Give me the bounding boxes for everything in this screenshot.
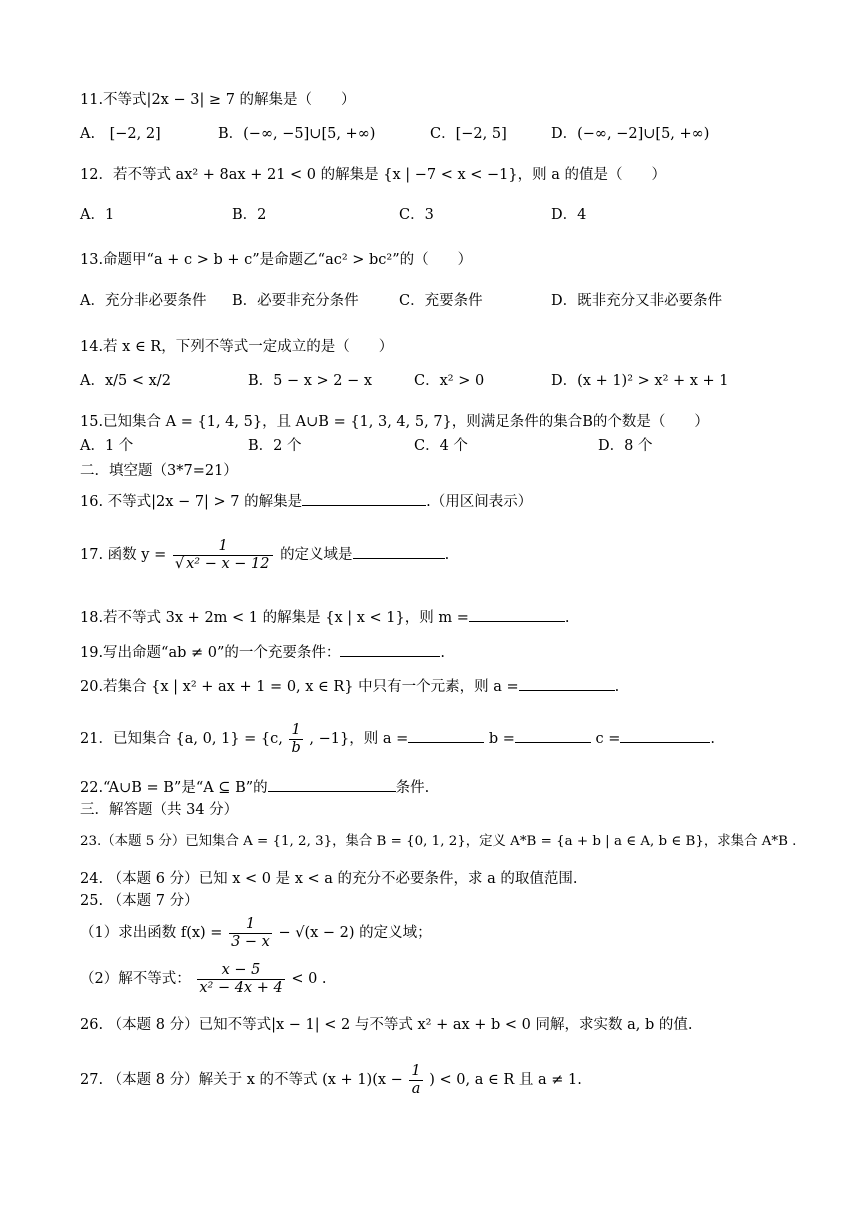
q21-end: . <box>710 731 715 747</box>
q21-fraction <box>289 722 302 757</box>
q13-option-d: D．既非充分又非必要条件 <box>551 293 723 309</box>
q11-option-a: A. [−2, 2] <box>80 126 161 142</box>
q18-answer-blank[interactable] <box>469 606 565 622</box>
q13-option-c: C．充要条件 <box>399 293 483 309</box>
q27-prefix: 27. （本题 8 分）解关于 x 的不等式 (x + 1)(x − <box>80 1072 403 1088</box>
q18 <box>80 606 569 628</box>
q13-option-a: A．充分非必要条件 <box>80 293 207 309</box>
q19-end: . <box>440 645 446 661</box>
q19 <box>80 641 445 663</box>
q25-part-1-fraction <box>229 916 272 951</box>
q25-part-1-prefix: （1）求出函数 f(x) = <box>80 925 223 941</box>
q17-answer-blank[interactable] <box>353 543 445 559</box>
q16-text: 16. 不等式|2x − 7| > 7 的解集是 <box>80 494 303 510</box>
q15-option-b: B．2 个 <box>248 438 302 454</box>
q17-fraction-denominator: √ x² − x − 12 <box>174 555 270 572</box>
q27-fraction <box>409 1063 422 1098</box>
q25-part-2-numerator: x − 5 <box>197 962 284 980</box>
q12-stem: 12．若不等式 ax² + 8ax + 21 < 0 的解集是 {x | −7 < x < −1}，则 a 的值是（ ） <box>80 167 666 183</box>
q16-suffix: .（用区间表示） <box>426 494 533 510</box>
q15-option-d: D．8 个 <box>598 438 653 454</box>
q17-end: . <box>444 547 450 563</box>
q14-stem: 14.若 x ∈ R，下列不等式一定成立的是（ ） <box>80 339 394 355</box>
q27 <box>80 1059 582 1101</box>
q11-option-c: C．[−2, 5] <box>430 126 507 142</box>
q21-fraction-numerator: 1 <box>289 722 302 740</box>
q22-text: 22.“A∪B = B”是“A ⊆ B”的 <box>80 780 268 796</box>
q17-prefix: 17. 函数 y = <box>80 547 167 563</box>
q16 <box>80 490 532 512</box>
q21-answer-blank-c[interactable] <box>620 727 710 743</box>
q25-part-2 <box>80 958 327 1000</box>
q25-part-2-prefix: （2）解不等式： <box>80 971 191 987</box>
q17-suffix: 的定义域是 <box>280 547 353 563</box>
q12-option-c: C．3 <box>399 207 434 223</box>
q12-option-d: D．4 <box>551 207 587 223</box>
q22-answer-blank[interactable] <box>268 776 396 792</box>
section-3-heading: 三．解答题（共 34 分） <box>80 802 239 818</box>
q25-part-2-fraction <box>197 962 284 997</box>
q21-mid: , −1}，则 a = <box>309 731 409 747</box>
q21 <box>80 718 715 760</box>
q13-stem: 13.命题甲“a + c > b + c”是命题乙“ac² > bc²”的（ ） <box>80 252 473 268</box>
q23: 23.（本题 5 分）已知集合 A = {1, 2, 3}，集合 B = {0, 1, 2}，定义 A*B = {a + b | a ∈ A, b ∈ B}，求集合 A*B . <box>80 834 797 849</box>
q17-fraction-numerator: 1 <box>173 538 274 556</box>
q21-prefix: 21．已知集合 {a, 0, 1} = {c, <box>80 731 283 747</box>
q25-head: 25. （本题 7 分） <box>80 893 199 909</box>
q17-fraction <box>173 538 274 573</box>
q25-part-1-numerator: 1 <box>229 916 272 934</box>
q17-sqrt-radicand: x² − x − 12 <box>186 555 270 572</box>
q14-option-a: A．x/5 < x/2 <box>80 373 171 389</box>
q27-fraction-numerator: 1 <box>411 1062 421 1079</box>
q12-option-a: A．1 <box>80 207 115 223</box>
q25-part-1-suffix: − √(x − 2) 的定义域； <box>278 925 432 941</box>
q25-part-2-suffix: < 0 . <box>291 971 327 987</box>
q27-fraction-denominator: a <box>411 1080 421 1097</box>
q25-part-2-denominator: x² − 4x + 4 <box>199 979 283 996</box>
q24: 24. （本题 6 分）已知 x < 0 是 x < a 的充分不必要条件，求 a 的取值范围. <box>80 871 578 887</box>
q11-option-d: D．(−∞, −2]∪[5, +∞) <box>551 126 710 142</box>
q14-option-b: B．5 − x > 2 − x <box>248 373 373 389</box>
q25-part-1-denominator: 3 − x <box>231 933 270 950</box>
q15-option-c: C．4 个 <box>414 438 468 454</box>
q15-stem: 15.已知集合 A = {1, 4, 5}，且 A∪B = {1, 3, 4, 5, 7}，则满足条件的集合B的个数是（ ） <box>80 414 709 430</box>
q21-c-label: c = <box>595 731 621 747</box>
q27-suffix: ) < 0, a ∈ R 且 a ≠ 1. <box>429 1072 582 1088</box>
q20-text: 20.若集合 {x | x² + ax + 1 = 0, x ∈ R} 中只有一个元素，则 a = <box>80 679 519 695</box>
section-2-heading: 二．填空题（3*7=21） <box>80 463 238 479</box>
q21-answer-blank-b[interactable] <box>515 727 591 743</box>
q12-option-b: B．2 <box>232 207 267 223</box>
q20-end: . <box>614 679 620 695</box>
q11-stem: 11.不等式|2x − 3| ≥ 7 的解集是（ ） <box>80 92 356 108</box>
q19-text: 19.写出命题“ab ≠ 0”的一个充要条件： <box>80 645 341 661</box>
q17 <box>80 534 449 576</box>
q20 <box>80 675 619 697</box>
q19-answer-blank[interactable] <box>340 641 440 657</box>
q25-part-1 <box>80 912 432 954</box>
q26: 26. （本题 8 分）已知不等式|x − 1| < 2 与不等式 x² + ax + b < 0 同解，求实数 a, b 的值. <box>80 1017 693 1033</box>
q22-suffix: 条件. <box>395 780 430 796</box>
q18-end: . <box>564 610 570 626</box>
q16-answer-blank[interactable] <box>302 490 426 506</box>
q14-option-c: C．x² > 0 <box>414 373 485 389</box>
q15-option-a: A．1 个 <box>80 438 134 454</box>
q22 <box>80 776 429 798</box>
q21-fraction-denominator: b <box>291 739 301 756</box>
q14-option-d: D．(x + 1)² > x² + x + 1 <box>551 373 729 389</box>
q11-option-b: B．(−∞, −5]∪[5, +∞) <box>218 126 376 142</box>
q13-option-b: B．必要非充分条件 <box>232 293 359 309</box>
q20-answer-blank[interactable] <box>519 675 615 691</box>
q21-answer-blank-a[interactable] <box>408 727 484 743</box>
q18-text: 18.若不等式 3x + 2m < 1 的解集是 {x | x < 1}，则 m = <box>80 610 469 626</box>
q21-b-label: b = <box>488 731 515 747</box>
